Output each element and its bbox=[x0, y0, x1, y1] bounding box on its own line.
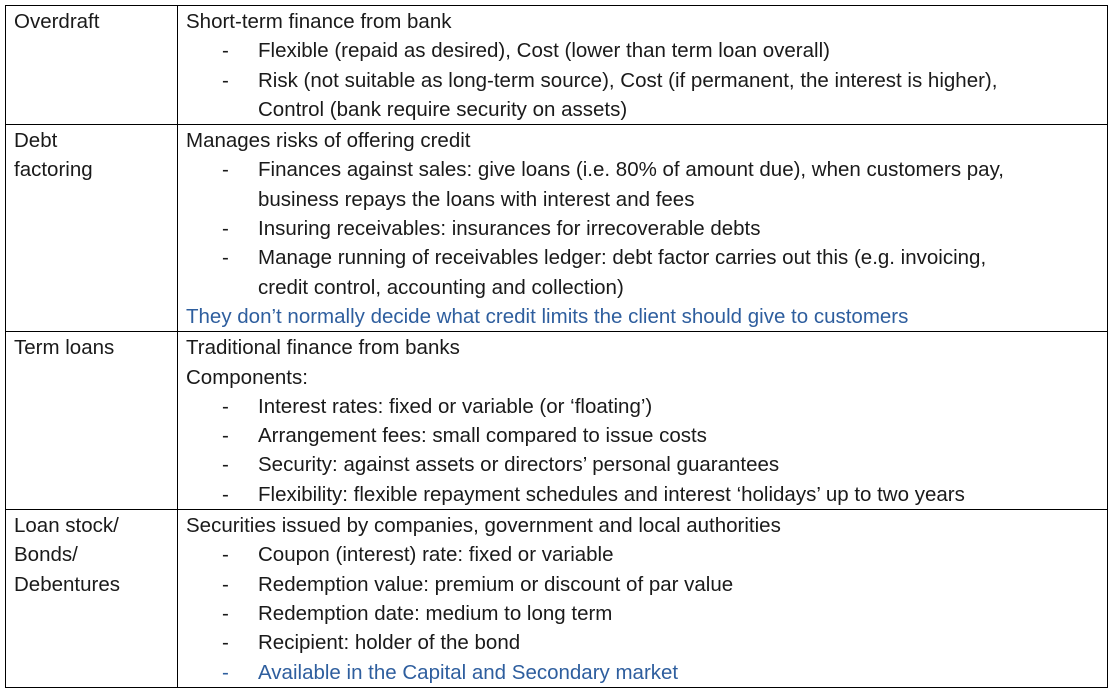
list-item bbox=[186, 599, 1099, 628]
bullet-dash: - bbox=[222, 601, 229, 625]
row-label-cell bbox=[6, 6, 178, 125]
list-item-text: Interest rates: fixed or variable (or ‘floating’) bbox=[258, 394, 653, 418]
row-label: Loan stock/ bbox=[14, 514, 119, 538]
row-content-cell bbox=[178, 510, 1108, 688]
bullet-dash: - bbox=[222, 158, 229, 182]
list-item-text: Flexible (repaid as desired), Cost (lower than term loan overall) bbox=[258, 39, 830, 63]
bullet-dash: - bbox=[222, 424, 229, 448]
list-item bbox=[186, 66, 1099, 95]
list-item-text: credit control, accounting and collection) bbox=[258, 275, 624, 299]
row-subheading: Components: bbox=[186, 365, 308, 389]
list-item-text: Finances against sales: give loans (i.e. 80% of amount due), when customers pay, bbox=[258, 158, 1004, 182]
list-item-text: Recipient: holder of the bond bbox=[258, 631, 521, 655]
row-heading: Securities issued by companies, government and local authorities bbox=[186, 514, 781, 538]
list-item-text: business repays the loans with interest and fees bbox=[258, 187, 695, 211]
finance-sources-table bbox=[5, 5, 1108, 688]
row-label: Term loans bbox=[14, 336, 115, 360]
bullet-dash: - bbox=[222, 453, 229, 477]
row-heading: Traditional finance from banks bbox=[186, 336, 460, 360]
list-item-text: Control (bank require security on assets) bbox=[258, 97, 628, 121]
bullet-dash: - bbox=[222, 543, 229, 567]
list-item bbox=[186, 658, 1099, 687]
row-label: Debentures bbox=[14, 572, 120, 596]
list-item-text: Coupon (interest) rate: fixed or variable bbox=[258, 543, 614, 567]
list-item bbox=[186, 392, 1099, 421]
row-heading: Manages risks of offering credit bbox=[186, 129, 471, 153]
table-row bbox=[6, 125, 1108, 332]
row-label: Bonds/ bbox=[14, 543, 78, 567]
row-content-cell bbox=[178, 6, 1108, 125]
table-row bbox=[6, 510, 1108, 688]
list-item bbox=[186, 570, 1099, 599]
row-heading: Short-term finance from bank bbox=[186, 10, 452, 33]
row-content-cell bbox=[178, 332, 1108, 510]
bullet-dash: - bbox=[222, 631, 229, 655]
row-label-cell bbox=[6, 125, 178, 332]
row-label: Overdraft bbox=[14, 10, 100, 33]
bullet-dash: - bbox=[222, 39, 229, 63]
list-item-text: Available in the Capital and Secondary market bbox=[258, 660, 679, 684]
list-item bbox=[186, 540, 1099, 569]
bullet-dash: - bbox=[222, 482, 229, 506]
list-item bbox=[186, 155, 1099, 184]
bullet-dash: - bbox=[222, 572, 229, 596]
list-item-text: Insuring receivables: insurances for irrecoverable debts bbox=[258, 217, 761, 241]
list-item-continuation bbox=[186, 185, 1099, 214]
list-item-continuation bbox=[186, 273, 1099, 302]
list-item-text: Redemption date: medium to long term bbox=[258, 601, 613, 625]
list-item-text: Flexibility: flexible repayment schedules and interest ‘holidays’ up to two years bbox=[258, 482, 965, 506]
row-label-cell bbox=[6, 332, 178, 510]
table-row bbox=[6, 332, 1108, 510]
bullet-dash: - bbox=[222, 394, 229, 418]
row-note: They don’t normally decide what credit limits the client should give to customers bbox=[186, 304, 909, 328]
row-label: Debt bbox=[14, 129, 58, 153]
table-row bbox=[6, 6, 1108, 125]
bullet-dash: - bbox=[222, 246, 229, 270]
row-label-cell bbox=[6, 510, 178, 688]
list-item bbox=[186, 628, 1099, 657]
list-item bbox=[186, 243, 1099, 272]
list-item bbox=[186, 214, 1099, 243]
list-item bbox=[186, 480, 1099, 509]
bullet-dash: - bbox=[222, 217, 229, 241]
row-content-cell bbox=[178, 125, 1108, 332]
list-item-text: Security: against assets or directors’ personal guarantees bbox=[258, 453, 780, 477]
list-item bbox=[186, 450, 1099, 479]
list-item-text: Arrangement fees: small compared to issue costs bbox=[258, 424, 707, 448]
bullet-dash: - bbox=[222, 660, 229, 684]
list-item-text: Risk (not suitable as long-term source), Cost (if permanent, the interest is higher), bbox=[258, 68, 998, 92]
bullet-dash: - bbox=[222, 68, 229, 92]
list-item-text: Manage running of receivables ledger: debt factor carries out this (e.g. invoicing, bbox=[258, 246, 987, 270]
list-item-text: Redemption value: premium or discount of par value bbox=[258, 572, 734, 596]
list-item-continuation bbox=[186, 95, 1099, 124]
row-label: factoring bbox=[14, 158, 93, 182]
list-item bbox=[186, 36, 1099, 65]
list-item bbox=[186, 421, 1099, 450]
